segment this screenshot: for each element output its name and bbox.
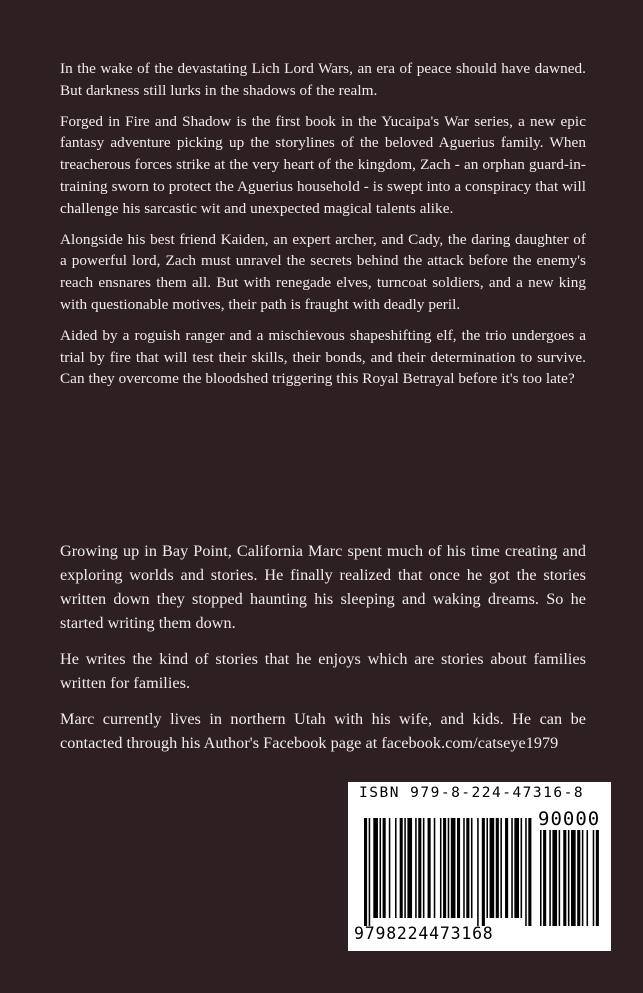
- barcode-bar: [457, 818, 460, 918]
- description-paragraph-3: Alongside his best friend Kaiden, an expert archer, and Cady, the daring daughter of a powerful lord, Zach must unravel the secrets behind the attack before the enemy's reach ensnares them all. But with renegade elves, turncoat soldiers, and a new king with questionable motives, their path is fraught with deadly peril.: [60, 230, 586, 313]
- barcode-bar: [418, 818, 421, 918]
- barcode-addon-bar: [582, 830, 584, 926]
- barcode-bar: [514, 818, 519, 918]
- barcode-bar: [428, 818, 431, 918]
- addon-code: 90000: [538, 808, 601, 830]
- bio-paragraph-3: Marc currently lives in northern Utah with his wife, and kids. He can be contacted through his Author's Facebook page at facebook.com/catseye1979: [60, 710, 586, 752]
- barcode-bar: [404, 818, 406, 918]
- barcode-bar: [423, 818, 425, 918]
- barcode-bar: [389, 818, 391, 918]
- ean-digits: 9798224473168: [354, 924, 494, 943]
- barcode-bar: [486, 818, 488, 918]
- barcode-bar: [448, 818, 450, 918]
- description-paragraph-1: In the wake of the devastating Lich Lord Wars, an era of peace should have dawned. But darkness still lurks in the shadows of the realm.: [60, 60, 586, 99]
- bio-paragraph-1: Growing up in Bay Point, California Marc spent much of his time creating and exploring worlds and stories. He finally realized that once he got the stories written down they stopped haunting his sleeping and waking dreams. So he started writing them down.: [60, 542, 586, 632]
- barcode-addon-bar: [559, 830, 561, 926]
- barcode-addon-bar: [543, 830, 546, 926]
- barcode-bar: [400, 818, 403, 918]
- barcode-bar: [443, 818, 446, 918]
- author-bio: [60, 539, 586, 767]
- barcode-addon-bar: [549, 830, 551, 926]
- barcode-addon-bar: [593, 830, 595, 926]
- barcode-bar: [383, 818, 386, 918]
- barcode-addon-bar: [577, 830, 580, 926]
- barcode-bar: [500, 818, 502, 918]
- isbn-barcode-box: [348, 782, 611, 951]
- barcode-bar: [415, 818, 417, 918]
- barcode-bar: [364, 818, 367, 926]
- barcode-bar: [395, 818, 397, 918]
- barcode-bar: [528, 818, 531, 926]
- barcode-bar: [380, 818, 382, 918]
- description-paragraph-4: Aided by a roguish ranger and a mischievous shapeshifting elf, the trio undergoes a trial by fire that will test their skills, their bonds, and their determination to survive. Can they overcome the bloodshed triggering this Royal Betrayal before it's too late?: [60, 326, 586, 388]
- barcode-bar: [490, 818, 495, 918]
- barcode-bar: [463, 818, 465, 918]
- barcode-addon-bar: [587, 830, 589, 926]
- description-paragraph-2: Forged in Fire and Shadow is the first book in the Yucaipa's War series, a new epic fantasy adventure picking up the storylines of the beloved Aguerius family. When treacherous forces strike at the very heart of the kingdom, Zach - an orphan guard-in-training sworn to protect the Aguerius household - is swept into a conspiracy that will challenge his sarcastic wit and unexpected magical talents alike.: [60, 112, 586, 217]
- barcode-addon-bar: [552, 830, 557, 926]
- barcode-addon-bar: [596, 830, 599, 926]
- isbn-label: ISBN 979-8-224-47316-8: [359, 785, 585, 801]
- barcode-bar: [521, 818, 523, 918]
- barcode-bar: [434, 818, 436, 918]
- barcode-bar: [451, 818, 456, 918]
- book-description: [60, 58, 586, 399]
- barcode-addon-bar: [563, 830, 566, 926]
- barcode-bar: [440, 818, 442, 918]
- barcode-bar: [525, 818, 527, 926]
- barcode-bar: [505, 818, 508, 918]
- barcode-bar: [407, 818, 412, 918]
- barcode-addon-bar: [568, 830, 570, 926]
- barcode-icon: [362, 818, 600, 926]
- barcode-bar: [471, 818, 473, 918]
- barcode-addon-bar: [540, 830, 542, 926]
- bio-paragraph-2: He writes the kind of stories that he enjoys which are stories about families written for families.: [60, 650, 586, 692]
- barcode-bar: [511, 818, 513, 918]
- barcode-bar: [466, 818, 469, 918]
- barcode-bar: [482, 818, 485, 926]
- barcode-bar: [496, 818, 499, 918]
- barcode-bar: [369, 818, 371, 926]
- barcode-addon-bar: [571, 830, 576, 926]
- barcode-bar: [477, 818, 479, 926]
- barcode-bar: [373, 818, 378, 918]
